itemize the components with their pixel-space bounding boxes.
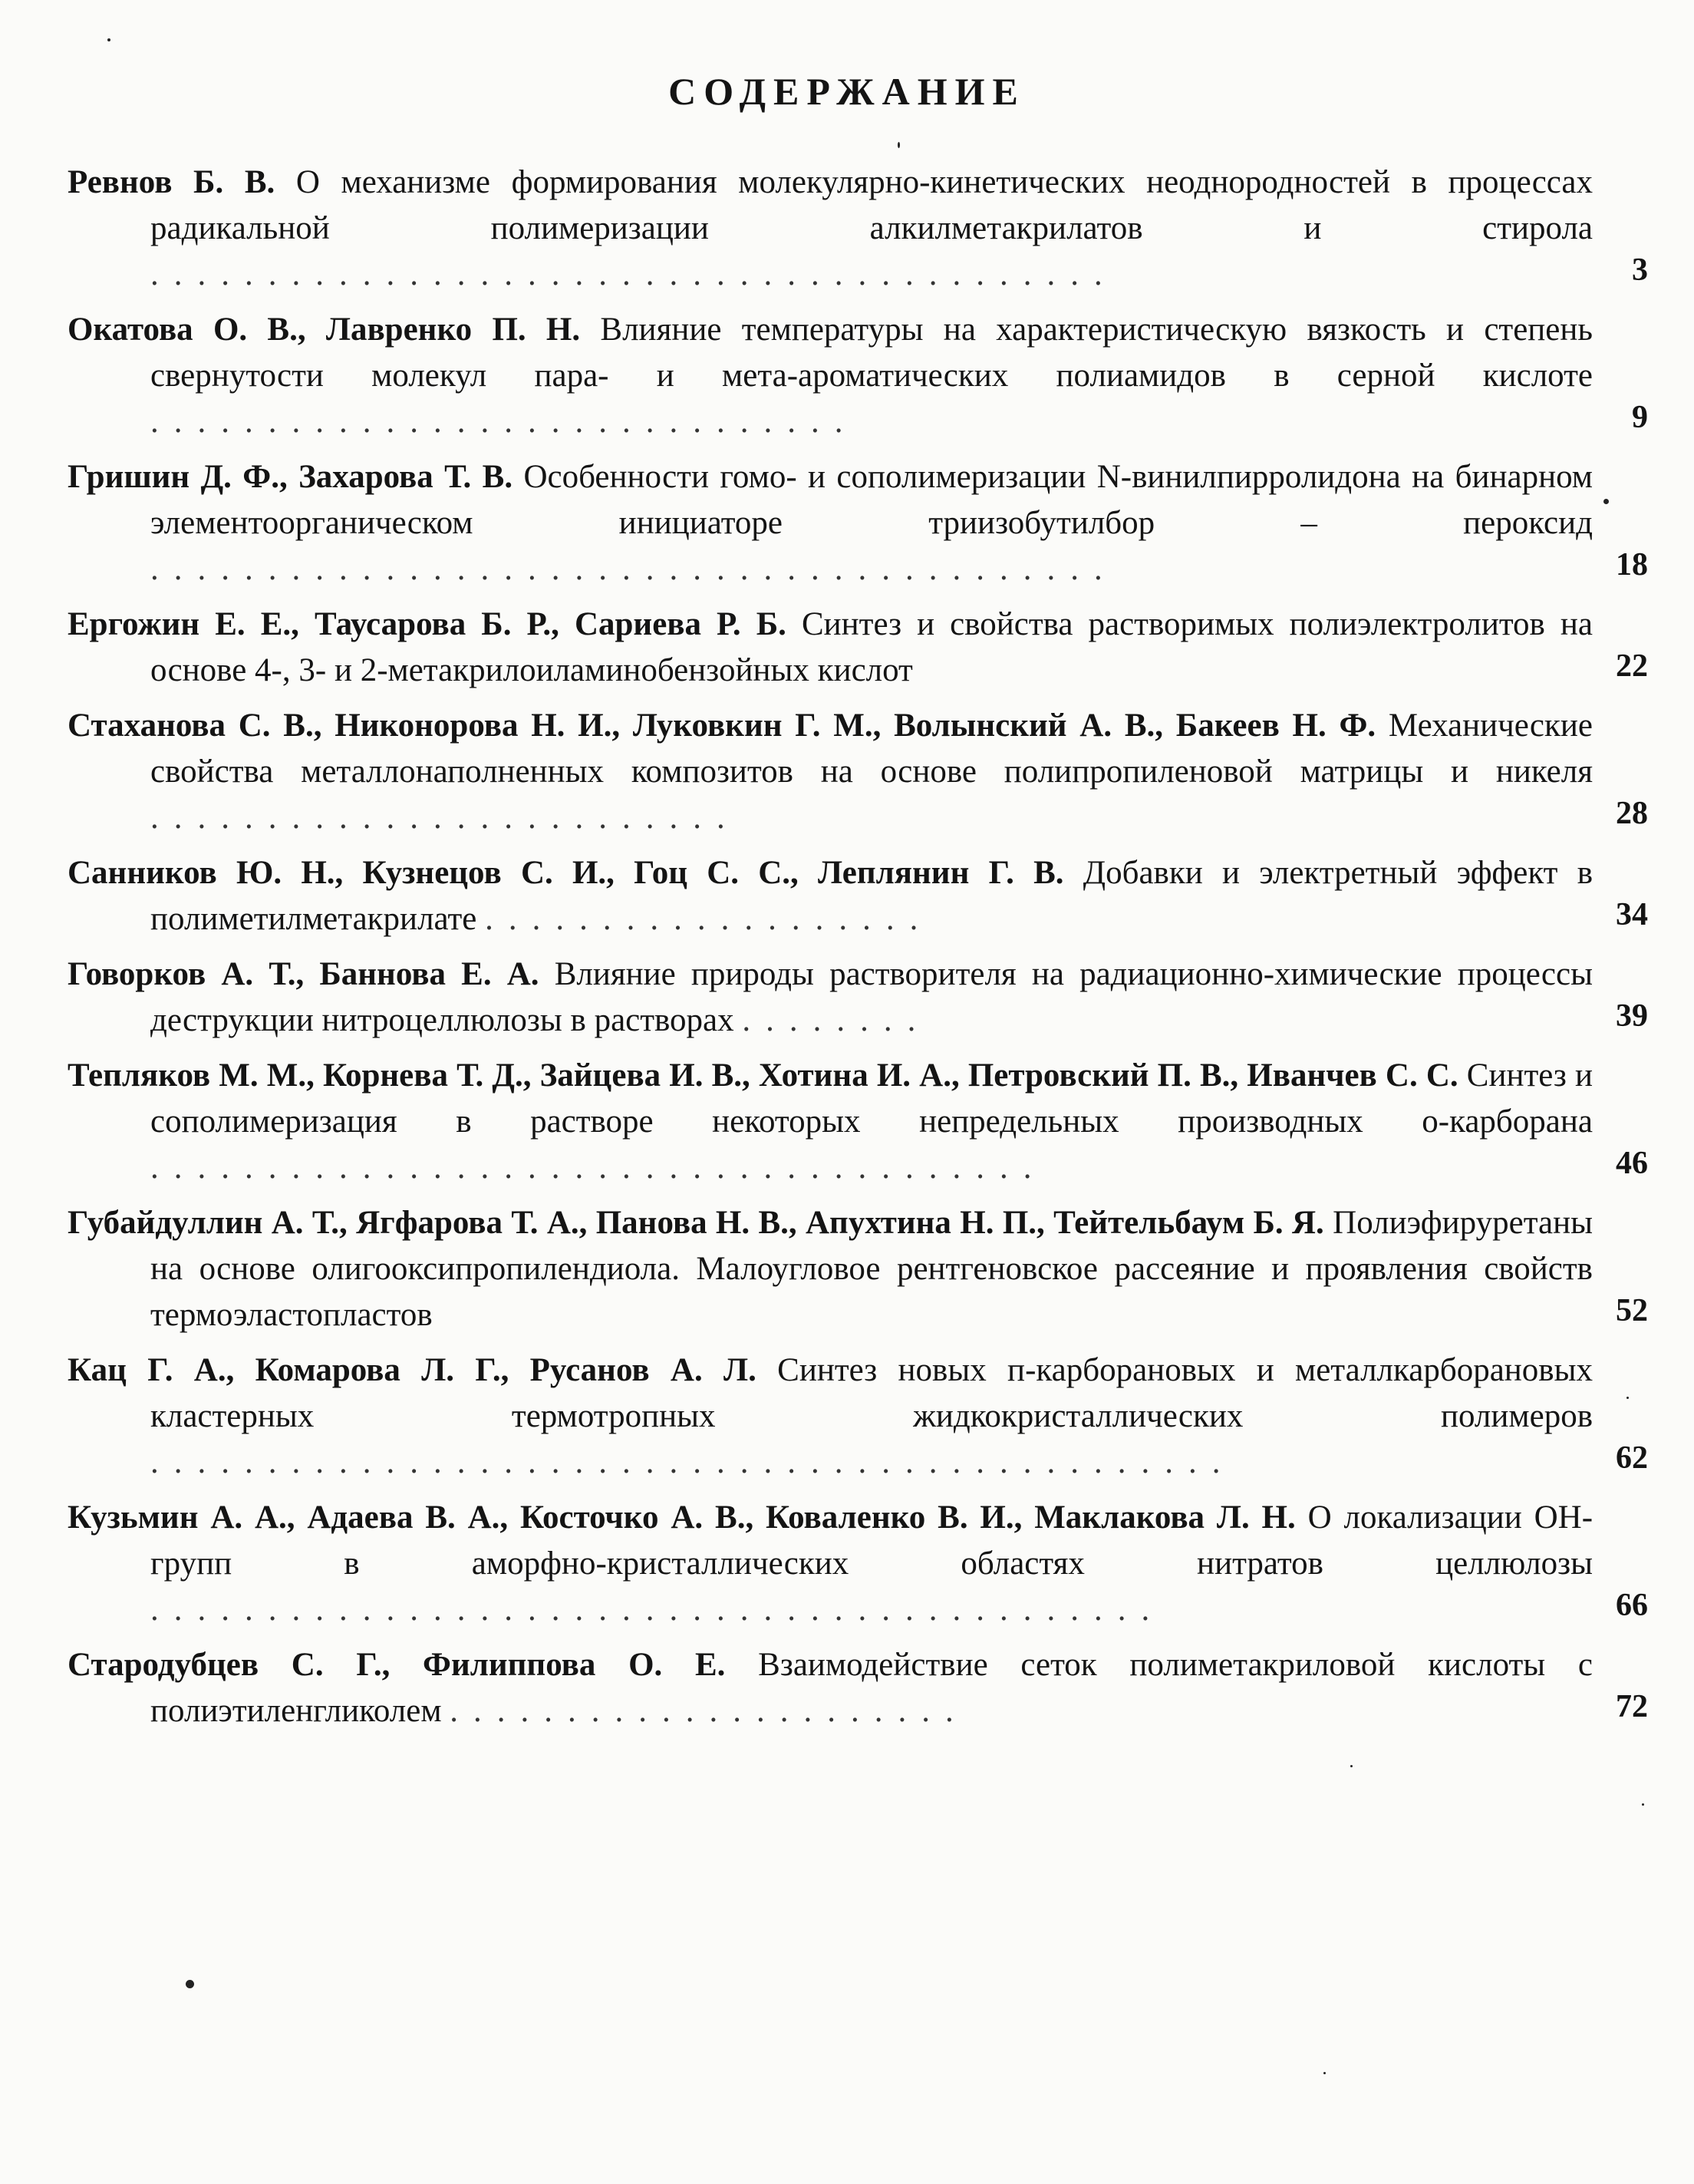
toc-entry	[68, 454, 1648, 592]
toc-entry-title: Синтез и свойства растворимых полиэлектролитов на основе 4-, 3- и 2-метакрилоиламинобензойных кислот	[150, 606, 1593, 688]
toc-entry-text	[68, 1053, 1593, 1191]
toc-entry-authors: Санников Ю. Н., Кузнецов С. И., Гоц С. С., Леплянин Г. В.	[68, 855, 1064, 891]
toc-entry-text	[68, 1495, 1593, 1633]
toc-entry	[68, 1495, 1648, 1633]
toc-entry-title: Взаимодействие сеток полиметакриловой кислоты с полиэтиленгликолем	[150, 1647, 1593, 1729]
scan-speck	[1603, 499, 1609, 504]
toc-entry-title: О механизме формирования молекулярно-кинетических неоднородностей в процессах радикальной полимеризации алкилметакрилатов и стирола	[150, 164, 1593, 246]
toc-entry-text	[68, 1642, 1593, 1734]
toc-entry-title: Синтез новых п-карборановых и металлкарборановых кластерных термотропных жидкокристаллических полимеров	[150, 1352, 1593, 1434]
leader-dots: ..............................	[150, 404, 859, 440]
scan-speck	[898, 142, 900, 148]
toc-entry-title: Влияние природы растворителя на радиационно-химические процессы деструкции нитроцеллюлозы в растворах	[150, 956, 1593, 1038]
toc-entry-title: Синтез и сополимеризация в растворе некоторых непредельных производных о-карборана	[150, 1057, 1593, 1140]
leader-dots: .........................................	[150, 256, 1118, 292]
toc-entry-text	[68, 850, 1593, 942]
toc-entry-authors: Ергожин Е. Е., Таусарова Б. Р., Сариева Р. Б.	[68, 606, 786, 642]
toc-entry-text	[68, 602, 1593, 694]
toc-entry	[68, 1200, 1648, 1338]
toc-entry-title: Особенности гомо- и сополимеризации N-винилпирролидона на бинарном элементоорганическом инициаторе триизобутилбор – пероксид	[150, 459, 1593, 541]
toc-entry-text	[68, 454, 1593, 592]
toc-entry-authors: Окатова О. В., Лавренко П. Н.	[68, 312, 581, 348]
toc-entry-authors: Стародубцев С. Г., Филиппова О. Е.	[68, 1647, 726, 1683]
toc-entry-authors: Ревнов Б. В.	[68, 164, 275, 200]
toc-entry-title: Механические свойства металлонаполненных композитов на основе полипропиленовой матрицы и никеля	[150, 708, 1593, 790]
toc-entry	[68, 703, 1648, 841]
toc-entry-page: 3	[1632, 252, 1648, 288]
toc-entry-page: 28	[1616, 796, 1648, 831]
scan-speck	[1626, 1397, 1629, 1399]
scan-speck	[1642, 1803, 1644, 1806]
toc-entry-text	[68, 952, 1593, 1044]
toc-entry	[68, 1053, 1648, 1191]
scan-speck	[1323, 2072, 1326, 2074]
scan-speck	[186, 1980, 194, 1988]
toc-entry	[68, 1642, 1648, 1734]
toc-entry	[68, 952, 1648, 1044]
toc-entry-title: О локализации ОН-групп в аморфно-кристаллических областях нитратов целлюлозы	[150, 1499, 1593, 1582]
toc-entry-text	[68, 703, 1593, 841]
toc-entry-authors: Кузьмин А. А., Адаева В. А., Косточко А. В., Коваленко В. И., Маклакова Л. Н.	[68, 1499, 1296, 1536]
leader-dots: ......................................	[150, 1150, 1047, 1186]
toc-entry-title: Добавки и электретный эффект в полиметилметакрилате	[150, 855, 1593, 937]
leader-dots: ..............................................	[150, 1444, 1236, 1480]
toc-entry	[68, 602, 1648, 694]
toc-entry-authors: Тепляков М. М., Корнева Т. Д., Зайцева И. В., Хотина И. А., Петровский П. В., Иванчев С. С.	[68, 1057, 1458, 1094]
toc-entry-page: 22	[1616, 648, 1648, 684]
toc-entry	[68, 307, 1648, 445]
toc-entry-text	[68, 1200, 1593, 1338]
leader-dots: ........	[742, 1002, 931, 1038]
toc-entry-page: 72	[1616, 1689, 1648, 1724]
toc-entry-page: 52	[1616, 1293, 1648, 1328]
toc-entry-authors: Стаханова С. В., Никонорова Н. И., Луковкин Г. М., Волынский А. В., Бакеев Н. Ф.	[68, 708, 1376, 744]
leader-dots: ...........................................	[150, 1592, 1165, 1628]
leader-dots: .........................................	[150, 551, 1118, 587]
toc-entry-authors: Говорков А. Т., Баннова Е. А.	[68, 956, 539, 992]
toc-entry-page: 39	[1616, 998, 1648, 1034]
toc-entry-page: 34	[1616, 897, 1648, 932]
toc-entry-page: 18	[1616, 547, 1648, 582]
toc-entry-title: Полиэфируретаны на основе олигооксипропилендиола. Малоугловое рентгеновское рассеяние и проявления свойств термоэластопластов	[150, 1205, 1593, 1333]
toc-entry-authors: Кац Г. А., Комарова Л. Г., Русанов А. Л.	[68, 1352, 756, 1388]
toc-entry-page: 66	[1616, 1588, 1648, 1623]
toc-entry	[68, 160, 1648, 298]
page-title: СОДЕРЖАНИЕ	[668, 70, 1026, 113]
toc-entry-authors: Гришин Д. Ф., Захарова Т. В.	[68, 459, 513, 495]
scan-speck	[107, 38, 110, 41]
toc-entry-title: Влияние температуры на характеристическую вязкость и степень свернутости молекул пара- и мета-ароматических полиамидов в серной кислоте	[150, 312, 1593, 394]
toc-entry-authors: Губайдуллин А. Т., Ягфарова Т. А., Панова Н. В., Апухтина Н. П., Тейтельбаум Б. Я.	[68, 1205, 1324, 1241]
toc-entry-page: 62	[1616, 1440, 1648, 1476]
toc-entry-text	[68, 160, 1593, 298]
toc-entry-page: 46	[1616, 1146, 1648, 1181]
leader-dots: ......................	[450, 1693, 969, 1729]
toc-entry	[68, 1348, 1648, 1486]
scan-speck	[1350, 1765, 1353, 1767]
toc-entry-text	[68, 307, 1593, 445]
table-of-contents	[68, 160, 1648, 1744]
toc-entry	[68, 850, 1648, 942]
toc-entry-page: 9	[1632, 400, 1648, 435]
leader-dots: ...................	[485, 901, 934, 937]
leader-dots: .........................	[150, 800, 740, 836]
toc-entry-text	[68, 1348, 1593, 1486]
